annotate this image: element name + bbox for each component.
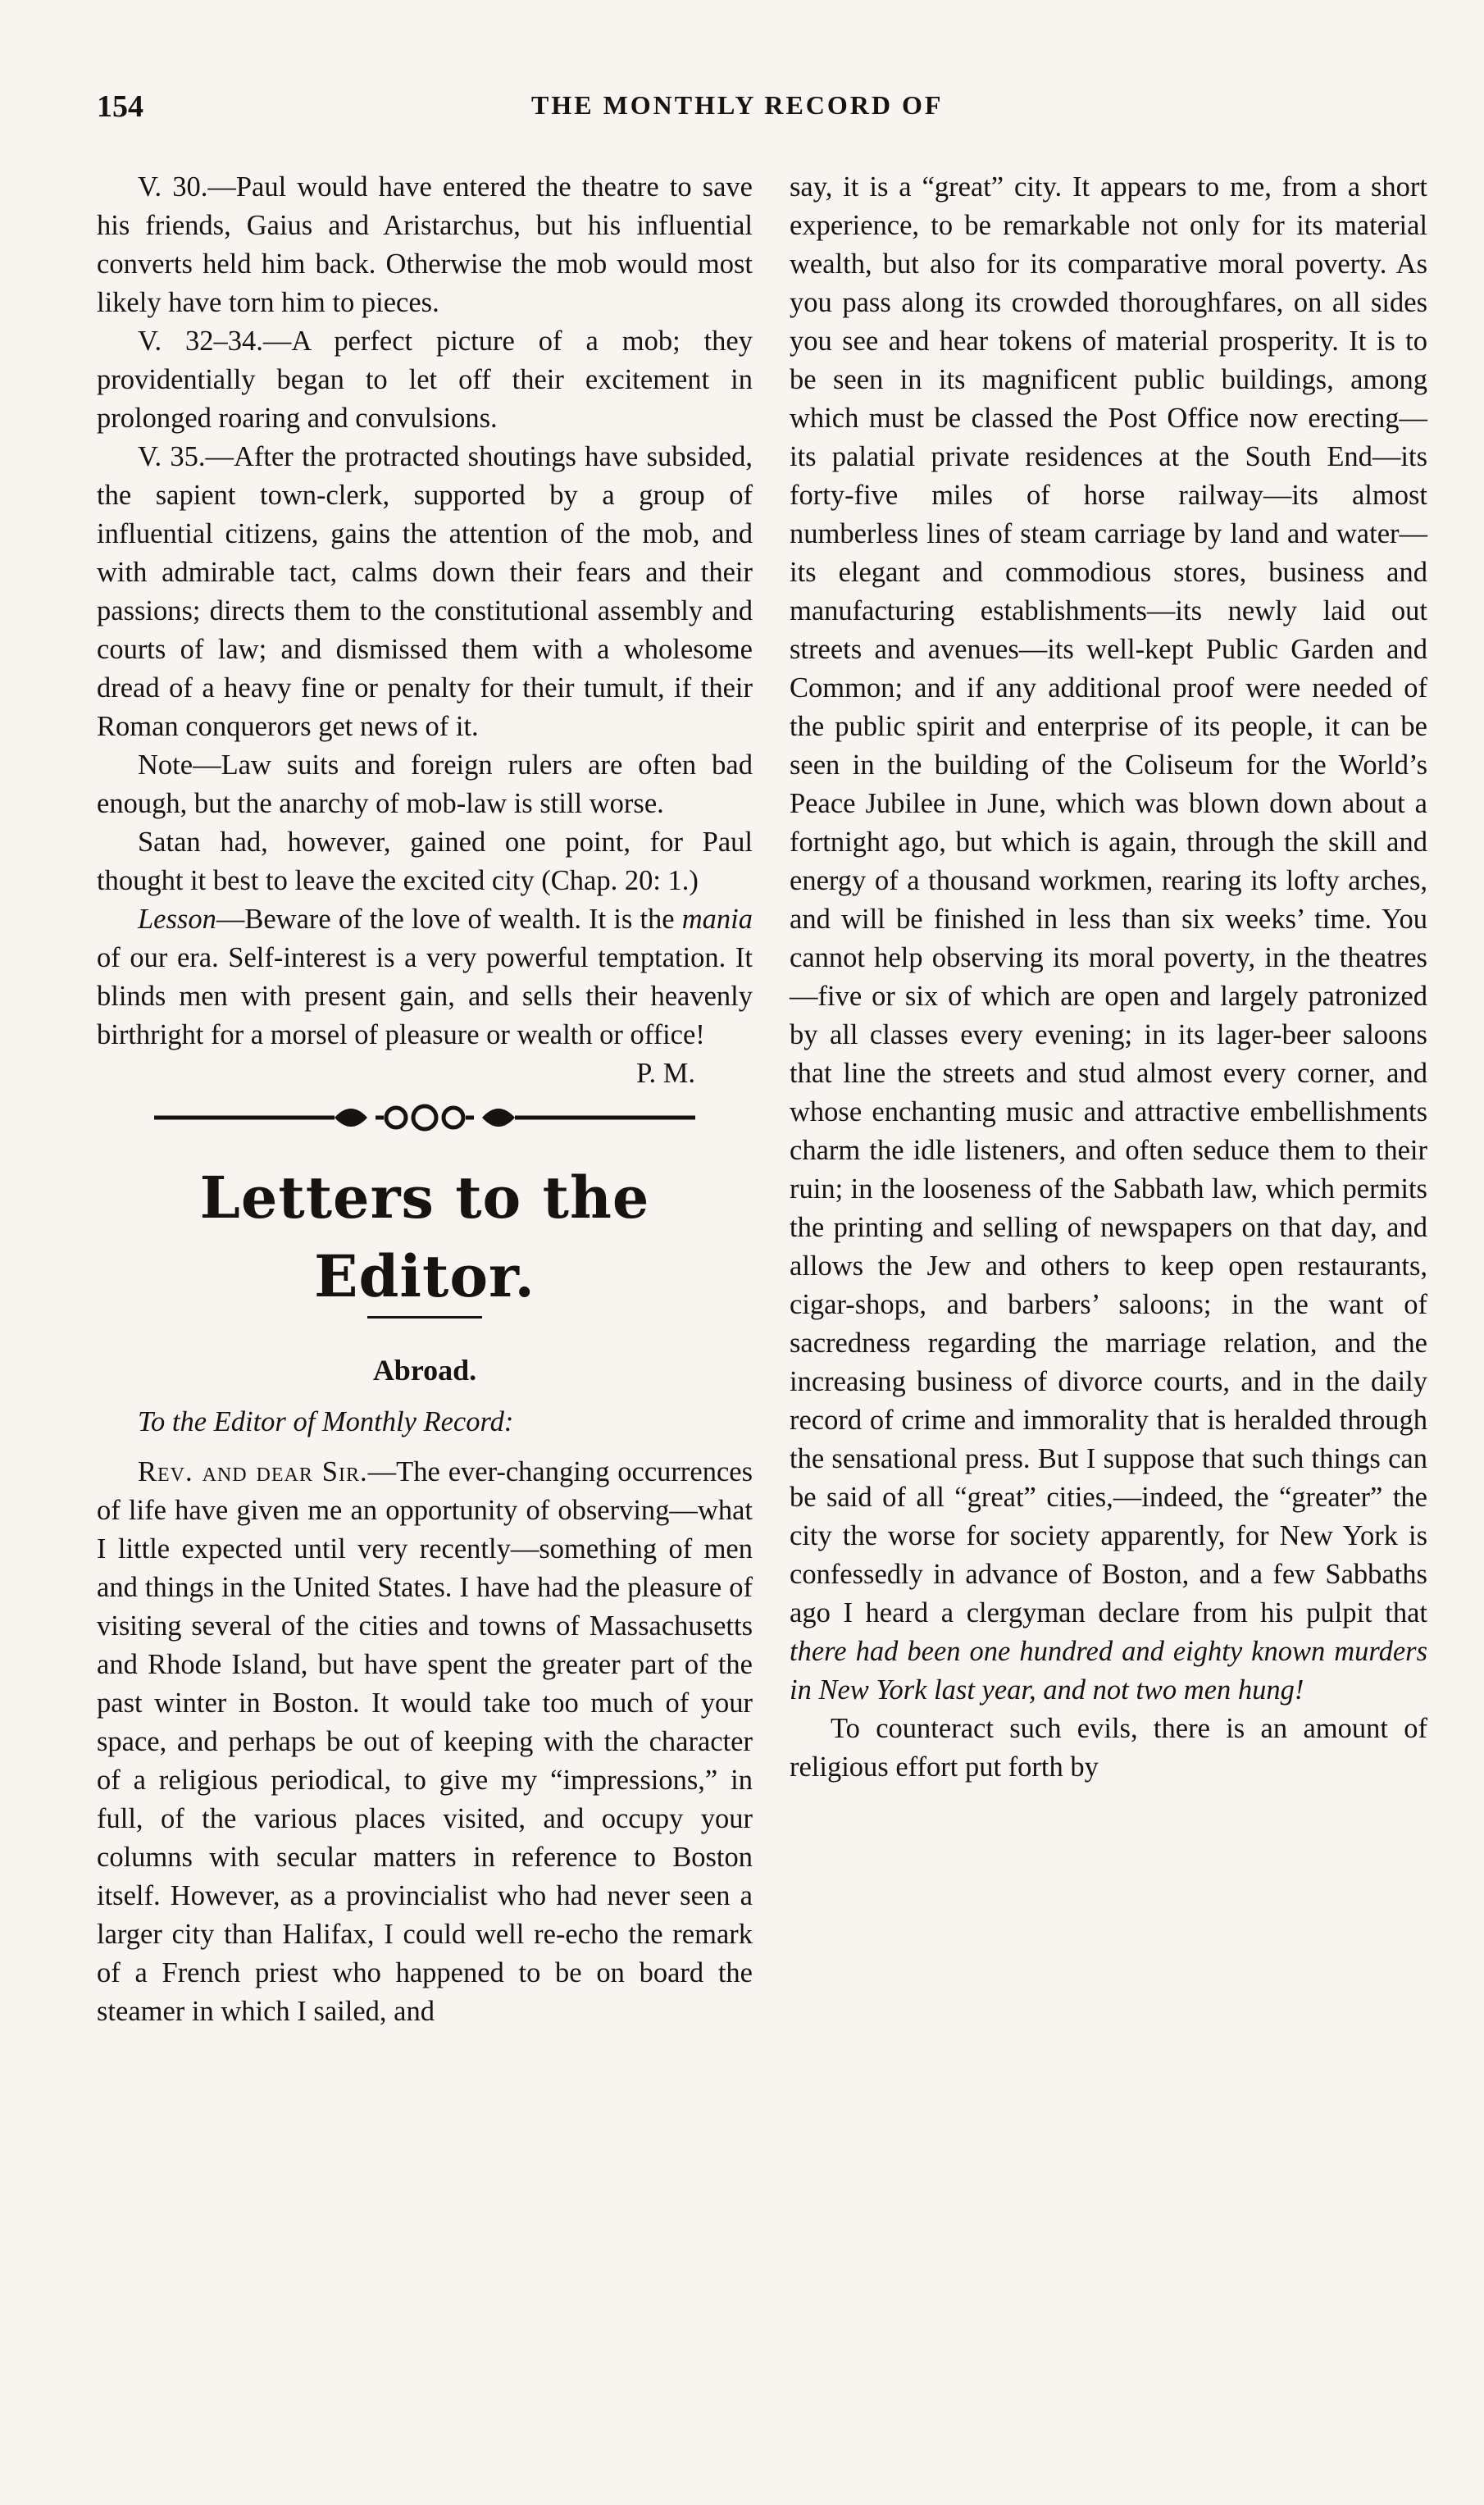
section-heading: Letters to the Editor. — [199, 1164, 650, 1310]
right-column — [790, 168, 1427, 1787]
article-title: Abroad. — [372, 1354, 477, 1387]
signature: P. M. — [636, 1058, 695, 1089]
paragraph-verse-32-34: V. 32–34.—A perfect picture of a mob; they providentially began to let off their excitement in prolonged roaring and convulsions. — [97, 326, 753, 434]
ornament-divider-icon — [138, 1093, 712, 1142]
letter-text: —The ever-changing occurrences of life have given me an opportunity of observing—what I little expected until very recently—something of men and things in the United States. I have had the pleasure of visiting several of the cities and towns of Massachusetts and Rhode Island, but have spent the greater part of the past winter in Boston. It would take too much of your space, and perhaps be out of keeping with the character of a religious periodical, to give my “impressions,” in full, of the various places visited, and occupy your columns with secular matters in reference to Boston itself. However, as a provincialist who had never seen a larger city than Halifax, I could well re-echo the remark of a French priest who happened to be on board the steamer in which I sailed, and — [97, 1456, 753, 2027]
journal-title: THE MONTHLY RECORD OF — [531, 90, 944, 120]
page-number: 154 — [97, 89, 143, 124]
paragraph-verse-30: V. 30.—Paul would have entered the theatre to save his friends, Gaius and Aristarchus, but his influential converts held him back. Otherwise the mob would most likely have torn him to pieces. — [97, 171, 753, 318]
italic-quote: there had been one hundred and eighty known murders in New York last year, and not two men hung! — [790, 1636, 1427, 1706]
letter-opening: Rev. and dear Sir. — [138, 1456, 368, 1487]
lesson-text-b: of our era. Self-interest is a very powerful temptation. It blinds men with present gain, and sells their heavenly birthright for a morsel of pleasure or wealth or office! — [97, 942, 753, 1050]
letter-body-left — [97, 1453, 753, 2031]
lesson-text-a: —Beware of the love of wealth. It is the — [216, 904, 682, 935]
letter-body-right — [790, 168, 1427, 1710]
running-head — [97, 89, 1425, 138]
lesson-label: Lesson — [138, 904, 216, 935]
left-column — [97, 168, 753, 2031]
paragraph-satan: Satan had, however, gained one point, for Paul thought it best to leave the excited city (Chap. 20: 1.) — [97, 827, 753, 896]
heading-rule — [367, 1316, 482, 1319]
salutation: To the Editor of Monthly Record: — [138, 1406, 514, 1437]
paragraph-note: Note—Law suits and foreign rulers are often bad enough, but the anarchy of mob-law is still worse. — [97, 749, 753, 819]
letter-continuation: say, it is a “great” city. It appears to me, from a short experience, to be remarkable not only for its material wealth, but also for its comparative moral poverty. As you pass along its crowded thoroughfares, on all sides you see and hear tokens of material prosperity. It is to be seen in its magnificent public buildings, among which must be classed the Post Office now erecting—its palatial private residences at the South End—its forty-five miles of horse railway—its almost numberless lines of steam carriage by land and water—its elegant and commodious stores, business and manufacturing establishments—its newly laid out streets and avenues—its well-kept Public Garden and Common; and if any additional proof were needed of the public spirit and enterprise of its people, it can be seen in the building of the Coliseum for the World’s Peace Jubilee in June, which was blown down about a fortnight ago, but which is again, through the skill and energy of a thousand workmen, rearing its lofty arches, and will be finished in less than six weeks’ time. You cannot help observing its moral poverty, in the theatres—five or six of which are open and largely patronized by all classes every evening; in its lager-beer saloons that line the streets and stud almost every corner, and whose enchanting music and attractive embellishments charm the idle listeners, and often seduce them to their ruin; in the looseness of the Sabbath law, which permits the printing and selling of newspapers on that day, and allows the Jew and others to keep open restaurants, cigar-shops, and barbers’ saloons; in the want of sacredness regarding the marriage relation, and the increasing business of divorce courts, and in the daily record of crime and immorality that is heralded through the sensational press. But I suppose that such things can be said of all “great” cities,—indeed, the “greater” the city the worse for society apparently, for New York is confessedly in advance of Boston, and a few Sabbaths ago I heard a clergyman declare from his pulpit that — [790, 171, 1427, 1628]
paragraph-verse-35: V. 35.—After the protracted shoutings have subsided, the sapient town-clerk, supported by a group of influential citizens, gains the attention of the mob, and with admirable tact, calms down their fears and their passions; directs them to the constitutional assembly and courts of law; and dismissed them with a wholesome dread of a heavy fine or penalty for their tumult, if their Roman conquerors get news of it. — [97, 441, 753, 742]
paragraph-counteract: To counteract such evils, there is an amount of religious effort put forth by — [790, 1713, 1427, 1783]
lesson-mania: mania — [681, 904, 753, 935]
paragraph-lesson — [97, 900, 753, 1089]
